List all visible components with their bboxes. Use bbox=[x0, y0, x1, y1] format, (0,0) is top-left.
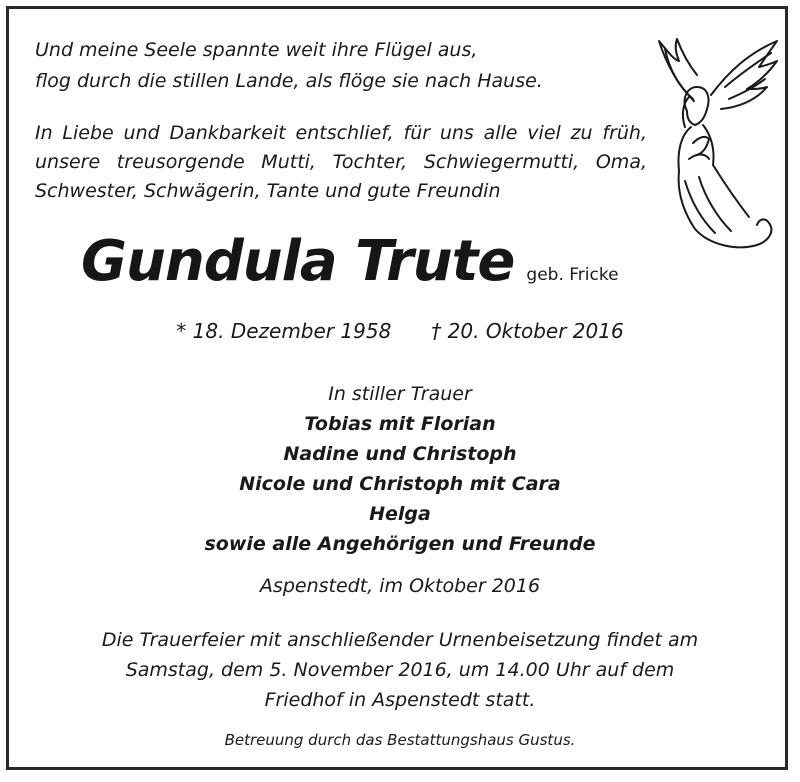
funeral-service-info bbox=[9, 625, 791, 715]
funeral-home-credit: Betreuung durch das Bestattungshaus Gustus. bbox=[224, 731, 576, 749]
birth-date: * 18. Dezember 1958 bbox=[176, 319, 392, 343]
maiden-name: geb. Fricke bbox=[526, 265, 619, 285]
death-date: † 20. Oktober 2016 bbox=[431, 319, 624, 343]
obituary-notice bbox=[6, 6, 788, 770]
intro-text: In Liebe und Dankbarkeit entschlief, für uns alle viel zu früh, unsere treusorgende Mutti, Tochter, Schwiegermutti, Oma, Schwester, Schwägerin, Tante und gute Freundin bbox=[35, 122, 647, 202]
mourner-line: Nicole und Christoph mit Cara bbox=[239, 473, 561, 495]
service-line: Samstag, dem 5. November 2016, um 14.00 Uhr auf dem bbox=[125, 659, 675, 681]
poem bbox=[35, 35, 543, 97]
deceased-name-block bbox=[81, 229, 619, 294]
place-date: Aspenstedt, im Oktober 2016 bbox=[259, 575, 541, 597]
mourner-line: Nadine und Christoph bbox=[283, 443, 517, 465]
mourner-line: Helga bbox=[369, 503, 431, 525]
mourners-block bbox=[9, 379, 791, 559]
mourning-intro: In stiller Trauer bbox=[328, 383, 472, 405]
service-line: Friedhof in Aspenstedt statt. bbox=[264, 689, 536, 711]
service-line: Die Trauerfeier mit anschließender Urnenbeisetzung findet am bbox=[101, 629, 699, 651]
poem-line: Und meine Seele spannte weit ihre Flügel aus, bbox=[35, 39, 478, 61]
angel-icon bbox=[639, 31, 779, 261]
deceased-name: Gundula Trute bbox=[81, 229, 515, 294]
mourner-line: Tobias mit Florian bbox=[304, 413, 496, 435]
life-dates bbox=[9, 319, 791, 343]
poem-line: flog durch die stillen Lande, als flöge sie nach Hause. bbox=[35, 70, 543, 92]
mourner-line: sowie alle Angehörigen und Freunde bbox=[204, 533, 596, 555]
